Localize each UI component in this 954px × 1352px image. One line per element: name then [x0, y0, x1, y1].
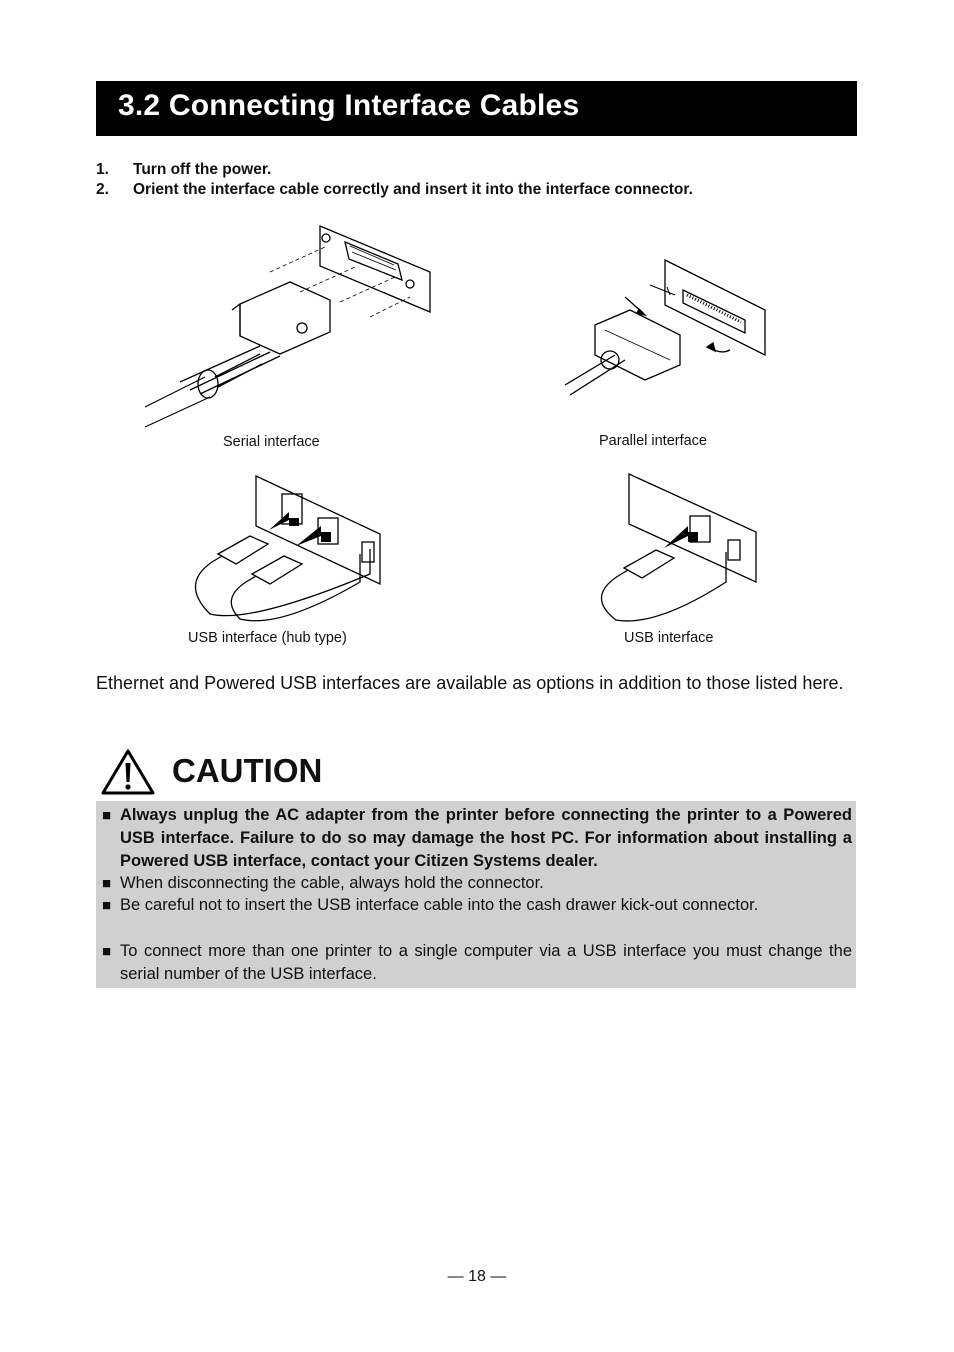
usb-interface-illustration: [596, 472, 761, 626]
caution-item-text: When disconnecting the cable, always hold the connector.: [120, 874, 544, 892]
caution-item-text: Be careful not to insert the USB interface cable into the cash drawer kick-out connector.: [120, 896, 759, 914]
caption-usb: USB interface: [624, 630, 714, 646]
caution-item-text: Always unplug the AC adapter from the printer before connecting the printer to a Powered USB interface. Failure to do so may damage the host PC. For information about installing a Powered USB interface, contact your Citizen Systems dealer.: [120, 806, 852, 870]
section-title-bar: [96, 81, 857, 136]
step-text: Turn off the power.: [133, 161, 272, 178]
caution-item: [102, 804, 852, 873]
square-bullet-icon: ■: [102, 807, 112, 824]
caption-parallel: Parallel interface: [599, 433, 707, 449]
step-item: [96, 180, 896, 200]
square-bullet-icon: ■: [102, 875, 112, 892]
section-title: 3.2 Connecting Interface Cables: [118, 89, 580, 122]
options-paragraph: Ethernet and Powered USB interfaces are available as options in addition to those listed here.: [96, 673, 844, 693]
square-bullet-icon: ■: [102, 943, 112, 960]
parallel-interface-illustration: [555, 255, 775, 405]
step-item: [96, 160, 896, 180]
step-number: 1.: [96, 161, 109, 178]
caution-item: [102, 940, 852, 986]
page-number: — 18 —: [447, 1268, 507, 1285]
square-bullet-icon: ■: [102, 897, 112, 914]
warning-triangle-icon: [100, 748, 156, 796]
caution-item-text: To connect more than one printer to a single computer via a USB interface you must change the serial number of the USB interface.: [120, 942, 852, 983]
caption-usb-hub: USB interface (hub type): [188, 630, 347, 646]
usb-hub-interface-illustration: [190, 474, 390, 626]
caution-box: [96, 801, 856, 988]
serial-interface-illustration: [140, 222, 440, 432]
caution-item: [102, 894, 852, 917]
step-number: 2.: [96, 181, 109, 198]
caution-heading: CAUTION: [172, 752, 323, 789]
step-list: [96, 160, 896, 200]
caution-item: [102, 872, 852, 895]
caption-serial: Serial interface: [223, 434, 320, 450]
step-text: Orient the interface cable correctly and insert it into the interface connector.: [133, 181, 693, 198]
